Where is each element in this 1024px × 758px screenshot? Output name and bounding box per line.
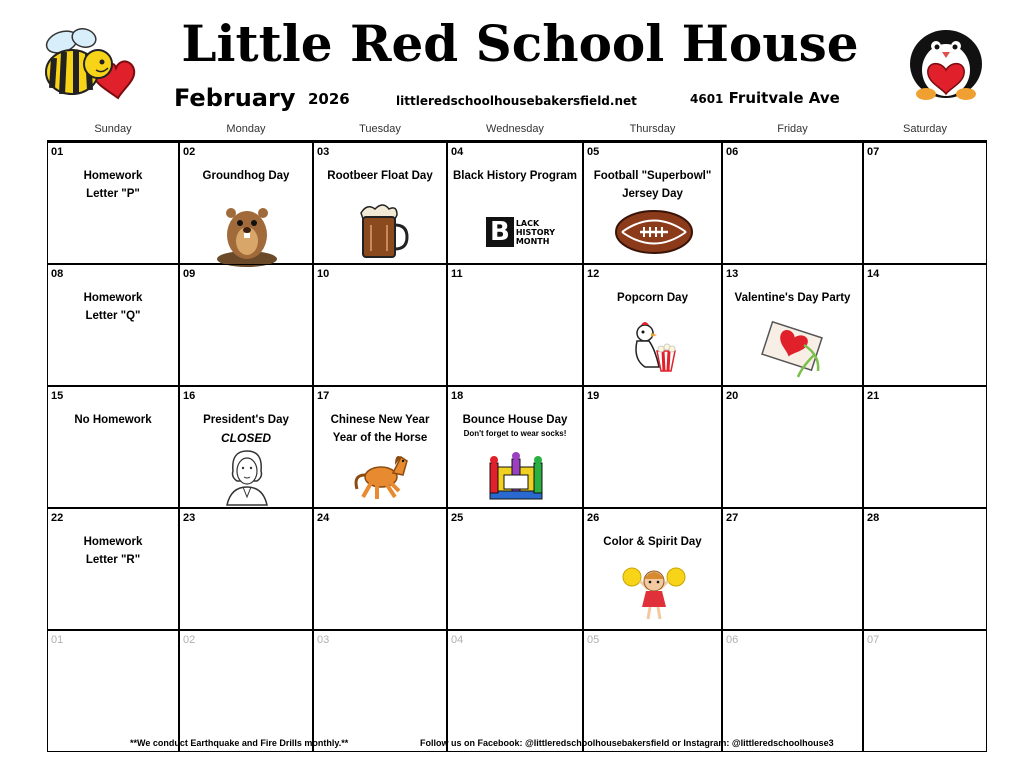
day-number: 04 xyxy=(451,146,464,158)
valentine-envelope-icon xyxy=(758,315,830,386)
day-number: 24 xyxy=(317,512,330,524)
calendar-day-cell xyxy=(47,142,179,264)
bhm-line2: HISTORY xyxy=(515,227,556,237)
day-event xyxy=(48,411,178,429)
calendar-day-cell xyxy=(447,630,583,752)
day-event xyxy=(48,167,178,203)
calendar-day-cell xyxy=(863,264,987,386)
weekday-header-saturday: Saturday xyxy=(902,123,948,135)
day-number: 25 xyxy=(451,512,464,524)
calendar-day-cell xyxy=(583,386,722,508)
day-number: 12 xyxy=(587,268,600,280)
calendar-day-cell xyxy=(863,142,987,264)
footer-social: Follow us on Facebook: @littleredschoolhousebakersfield or Instagram: @littleredschoolhouse3 xyxy=(420,738,834,748)
calendar-day-cell xyxy=(722,508,863,630)
day-number: 26 xyxy=(587,512,600,524)
day-number: 21 xyxy=(867,390,880,402)
calendar-day-cell xyxy=(583,508,722,630)
day-number: 07 xyxy=(867,634,880,646)
day-number: 15 xyxy=(51,390,64,402)
month-label: February xyxy=(174,84,296,112)
event-line: Football "Superbowl" xyxy=(593,170,712,182)
day-event xyxy=(314,167,446,185)
day-number: 06 xyxy=(726,634,739,646)
day-event xyxy=(180,411,312,447)
day-event xyxy=(48,533,178,569)
address-number: 4601 xyxy=(690,92,724,106)
event-line: Homework xyxy=(83,170,143,182)
day-event xyxy=(448,167,582,185)
calendar-day-cell xyxy=(863,386,987,508)
calendar-day-cell xyxy=(47,386,179,508)
bhm-line1: LACK xyxy=(515,218,540,228)
calendar-day-cell xyxy=(583,264,722,386)
day-number: 14 xyxy=(867,268,880,280)
calendar-day-cell xyxy=(583,142,722,264)
calendar-day-cell xyxy=(722,386,863,508)
horse-icon xyxy=(351,449,411,508)
event-line: Chinese New Year xyxy=(330,414,430,426)
calendar-day-cell xyxy=(863,508,987,630)
day-number: 11 xyxy=(451,268,463,280)
calendar-day-cell xyxy=(179,264,313,386)
calendar-day-cell xyxy=(447,386,583,508)
day-number: 16 xyxy=(183,390,196,402)
weekday-header-tuesday: Tuesday xyxy=(359,123,401,135)
event-line: Bounce House Day xyxy=(462,414,568,426)
day-number: 03 xyxy=(317,146,330,158)
calendar-day-cell xyxy=(722,630,863,752)
rootbeer-mug-icon xyxy=(353,201,409,266)
event-line: Rootbeer Float Day xyxy=(327,170,433,182)
event-line: Black History Program xyxy=(453,170,577,182)
day-number: 01 xyxy=(51,634,64,646)
weekday-header-friday: Friday xyxy=(777,123,808,135)
calendar-grid xyxy=(47,140,987,736)
address xyxy=(690,89,840,107)
calendar-day-cell xyxy=(722,264,863,386)
event-line: Color & Spirit Day xyxy=(603,536,702,548)
calendar-day-cell xyxy=(179,630,313,752)
day-number: 23 xyxy=(183,512,196,524)
year-label: 2026 xyxy=(308,90,350,108)
event-line: Groundhog Day xyxy=(202,170,290,182)
popcorn-chicken-icon xyxy=(629,321,679,378)
event-line: President's Day xyxy=(203,414,289,426)
event-line: Valentine's Day Party xyxy=(734,292,851,304)
calendar-day-cell xyxy=(722,142,863,264)
page-title: Little Red School House xyxy=(181,14,859,73)
day-number: 07 xyxy=(867,146,880,158)
calendar-day-cell xyxy=(447,264,583,386)
black-history-month-logo xyxy=(486,217,555,247)
weekday-header-thursday: Thursday xyxy=(629,123,676,135)
weekday-header-wednesday: Wednesday xyxy=(486,123,544,135)
day-number: 20 xyxy=(726,390,739,402)
day-event xyxy=(48,289,178,325)
footer-drills: **We conduct Earthquake and Fire Drills monthly.** xyxy=(130,738,349,748)
calendar-day-cell xyxy=(179,142,313,264)
penguin-heart-icon xyxy=(904,20,988,104)
day-event xyxy=(584,533,721,551)
closed-label: CLOSED xyxy=(220,431,271,445)
event-line: Letter "R" xyxy=(85,554,141,566)
event-line: Year of the Horse xyxy=(332,432,428,444)
day-number: 05 xyxy=(587,634,600,646)
event-line: Homework xyxy=(83,292,143,304)
day-event xyxy=(314,411,446,447)
calendar-day-cell xyxy=(313,630,447,752)
event-line: Homework xyxy=(83,536,143,548)
calendar-day-cell xyxy=(179,508,313,630)
cheerleader-icon xyxy=(622,563,686,626)
day-number: 06 xyxy=(726,146,739,158)
day-number: 05 xyxy=(587,146,600,158)
day-number: 19 xyxy=(587,390,600,402)
calendar-day-cell xyxy=(313,386,447,508)
weekday-header-sunday: Sunday xyxy=(94,123,132,135)
calendar-day-cell xyxy=(179,386,313,508)
day-event xyxy=(723,289,862,307)
event-line: Popcorn Day xyxy=(617,292,688,304)
event-line: Letter "P" xyxy=(86,188,140,200)
event-note: Don't forget to wear socks! xyxy=(463,429,567,438)
day-number: 04 xyxy=(451,634,464,646)
address-street: Fruitvale Ave xyxy=(728,89,840,107)
washington-portrait-icon xyxy=(223,447,271,512)
calendar-day-cell xyxy=(47,508,179,630)
day-number: 03 xyxy=(317,634,330,646)
calendar-day-cell xyxy=(313,142,447,264)
groundhog-icon xyxy=(212,197,282,272)
day-event xyxy=(584,167,721,203)
day-event xyxy=(448,411,582,439)
day-event xyxy=(180,167,312,185)
day-number: 02 xyxy=(183,634,196,646)
event-line: No Homework xyxy=(74,414,152,426)
calendar-day-cell xyxy=(583,630,722,752)
website-link[interactable]: littleredschoolhousebakersfield.net xyxy=(396,94,637,108)
football-icon xyxy=(614,209,694,260)
calendar-day-cell xyxy=(863,630,987,752)
day-number: 10 xyxy=(317,268,330,280)
day-number: 08 xyxy=(51,268,64,280)
day-event xyxy=(584,289,721,307)
event-line: Jersey Day xyxy=(622,188,683,200)
bee-heart-icon xyxy=(40,26,140,102)
calendar-day-cell xyxy=(47,264,179,386)
day-number: 17 xyxy=(317,390,330,402)
day-number: 22 xyxy=(51,512,64,524)
calendar-day-cell xyxy=(313,264,447,386)
event-line: Letter "Q" xyxy=(85,310,141,322)
day-number: 01 xyxy=(51,146,64,158)
day-number: 09 xyxy=(183,268,196,280)
day-number: 27 xyxy=(726,512,739,524)
calendar-day-cell xyxy=(313,508,447,630)
calendar-day-cell xyxy=(47,630,179,752)
day-number: 02 xyxy=(183,146,196,158)
calendar-day-cell xyxy=(447,142,583,264)
calendar-day-cell xyxy=(447,508,583,630)
bounce-house-icon xyxy=(486,449,546,508)
weekday-header-monday: Monday xyxy=(226,123,266,135)
day-number: 13 xyxy=(726,268,739,280)
day-number: 18 xyxy=(451,390,464,402)
bhm-letter: B xyxy=(486,217,514,247)
bhm-line3: MONTH xyxy=(515,236,550,246)
day-number: 28 xyxy=(867,512,880,524)
